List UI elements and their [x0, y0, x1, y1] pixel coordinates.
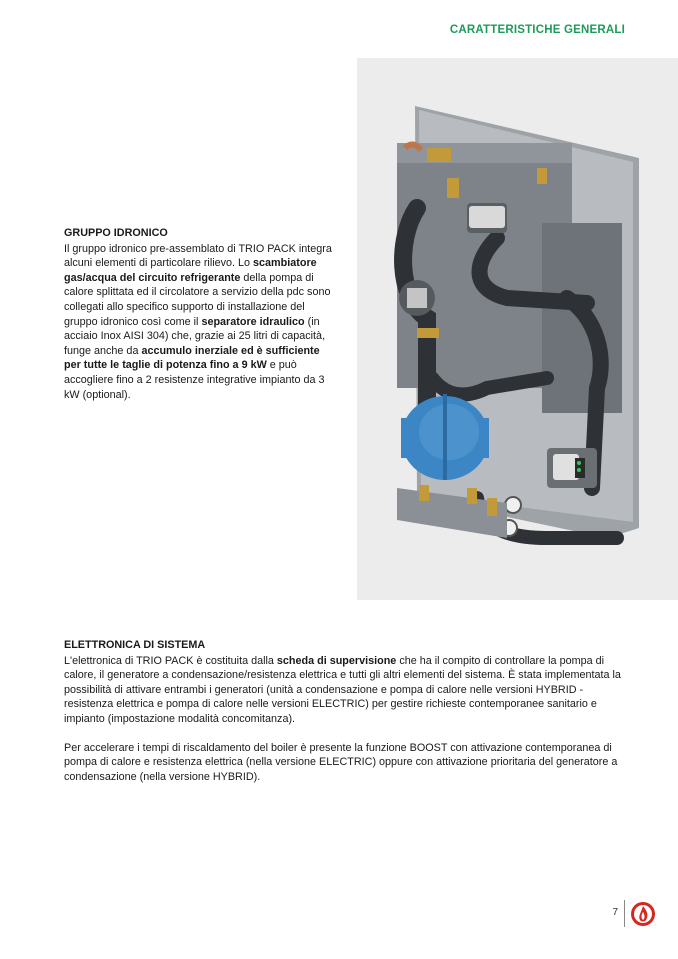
text-run: che ha il compito di controllare la pompa di calore, il generatore a condensazione/resistenza elettrica e tutti gli altri elementi del sistema. È stata implementata la possibilità di attivare entrambi i generatori (unità a condensazione e pompa di calore nelle versioni HYBRID - resistenza elettrica e pompa di calore nelle versioni ELECTRIC) per gestire richieste contemporanee sanitario e impianto (impostazione modalità concomitanza).: [64, 654, 621, 725]
text-run: e può accogliere fino a 2 resistenze integrative impianto da 3 kW (optional).: [64, 359, 325, 401]
flame-logo-icon: [630, 901, 656, 927]
system-electronics-title: ELETTRONICA DI SISTEMA: [64, 639, 206, 651]
product-photo: [357, 58, 678, 600]
system-electronics-section: [64, 638, 634, 784]
text-run: accumulo inerziale ed è sufficiente per tutte le taglie di potenza fino a 9 kW: [64, 344, 320, 372]
text-run: separatore idraulico: [201, 315, 305, 328]
section-header-title: CARATTERISTICHE GENERALI: [449, 24, 625, 36]
hydro-group-title: GRUPPO IDRONICO: [64, 227, 168, 239]
text-run: della pompa di calore splittata ed il circolatore a servizio della pdc sono collegati allo specifico supporto di installazione del gruppo idronico così come il: [64, 271, 331, 328]
system-electronics-paragraph-1: [64, 654, 634, 727]
system-electronics-paragraph-2: [64, 741, 634, 785]
text-run: scheda di supervisione: [276, 654, 397, 667]
text-run: Per accelerare i tempi di riscaldamento del boiler è presente la funzione BOOST con attivazione contemporanea di pompa di calore e resistenza elettrica (nella versione ELECTRIC) oppure con attivazione prioritaria del generatore a condensazione (nella versione HYBRID).: [64, 741, 618, 783]
text-run: (in acciaio Inox AISI 304) che, grazie ai 25 litri di capacità, funge anche da: [64, 315, 326, 357]
text-run: L'elettronica di TRIO PACK è costituita dalla: [64, 654, 277, 667]
page-number: 7: [612, 907, 618, 918]
hydro-group-section: [64, 226, 332, 402]
text-run: scambiatore gas/acqua del circuito refrigerante: [64, 257, 317, 284]
text-run: Il gruppo idronico pre-assemblato di TRIO PACK integra alcuni elementi di particolare rilievo. Lo: [64, 242, 332, 270]
hydro-group-text: [64, 242, 332, 403]
footer-divider: [624, 900, 625, 927]
